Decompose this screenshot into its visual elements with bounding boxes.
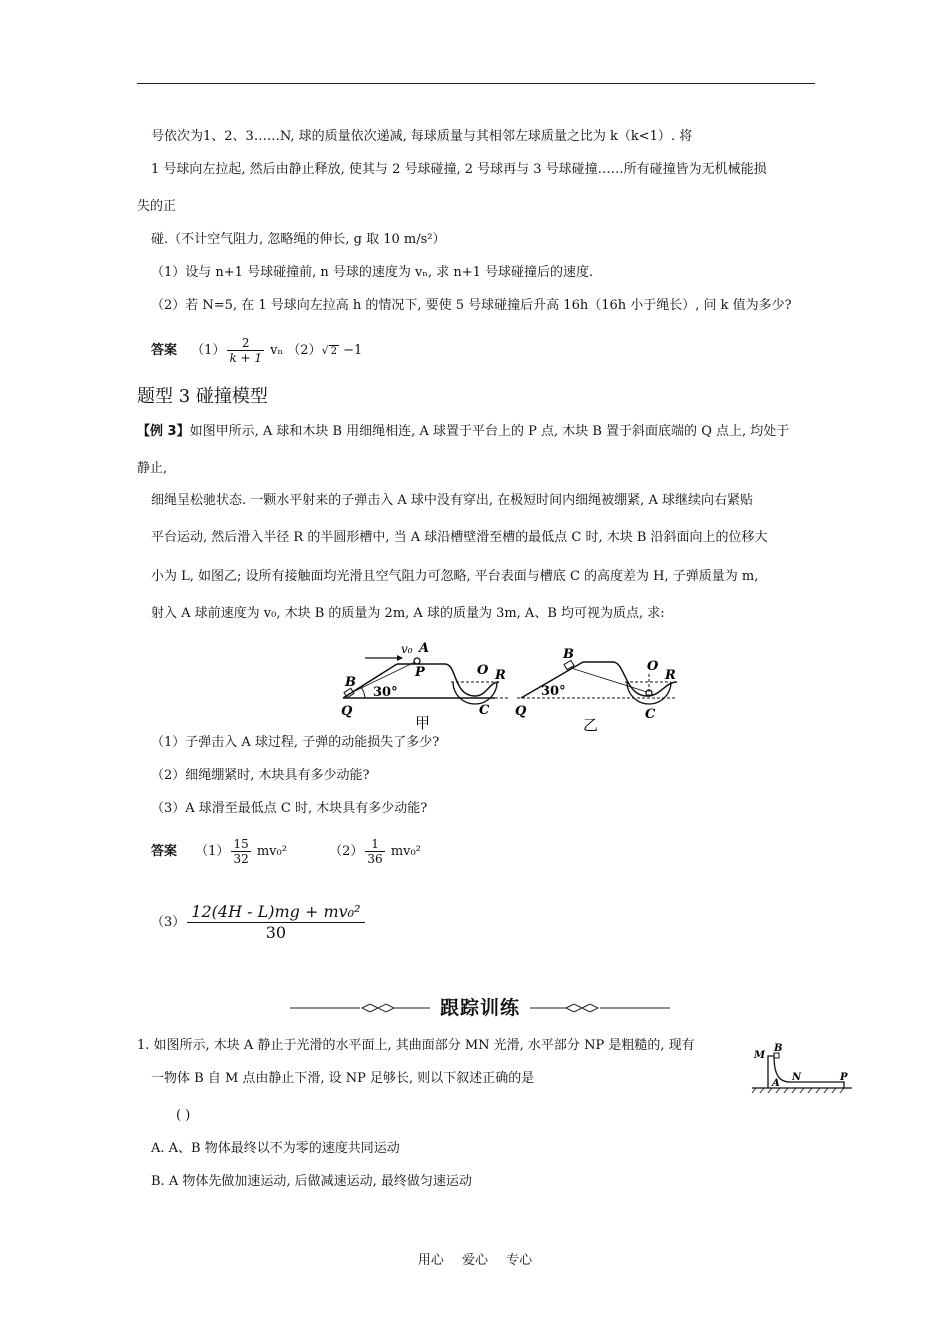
label-a: A xyxy=(419,641,430,656)
block-figure xyxy=(750,1040,855,1096)
label-r2: R xyxy=(665,668,676,683)
option-b: B. A 物体先做加速运动, 后做减速运动, 最终做匀速运动 xyxy=(151,1174,472,1189)
label-n: N xyxy=(792,1072,802,1083)
groove-path xyxy=(445,664,499,696)
example-line-4: 平台运动, 然后滑入半径 R 的半圆形槽中, 当 A 球沿槽壁滑至槽的最低点 C 时, 木块 B 沿斜面向上的位移大 xyxy=(151,530,768,545)
prev-line-3: 失的正 xyxy=(137,199,177,214)
example-question-3: （3）A 球滑至最低点 C 时, 木块具有多少动能? xyxy=(151,801,428,816)
fraction-numerator: 2 xyxy=(227,336,264,351)
prev-answer: 答案 （1） $\frac{2}{k + 1}$ vₙ （2）√ 2 −1 xyxy=(151,336,363,365)
answer-1-prefix: （1） xyxy=(195,844,230,859)
example-line-6: 射入 A 球前速度为 v₀, 木块 B 的质量为 2m, A 球的质量为 3m, A、B 均可视为质点, 求: xyxy=(151,606,665,621)
answer-1-tail: mv₀² xyxy=(256,844,287,859)
prev-question-1: （1）设与 n+1 号球碰撞前, n 号球的速度为 vₙ, 求 n+1 号球碰撞后的速度. xyxy=(151,265,594,280)
label-m: M xyxy=(754,1050,766,1061)
label-v0: v₀ xyxy=(401,642,413,656)
answer-label: 答案 xyxy=(151,844,178,859)
rope-b xyxy=(571,668,647,692)
label-angle: 30° xyxy=(373,685,398,700)
example-line-2: 静止, xyxy=(137,461,168,476)
angle-arc xyxy=(361,687,365,698)
label-o: O xyxy=(477,663,489,678)
example-question-2: （2）细绳绷紧时, 木块具有多少动能? xyxy=(151,768,370,783)
label-b: B xyxy=(345,675,356,690)
training-q1-line-1: 1. 如图所示, 木块 A 静止于光滑的水平面上, 其曲面部分 MN 光滑, 水平部分 NP 是粗糙的, 现有 xyxy=(137,1038,695,1053)
training-title: 跟踪训练 xyxy=(439,997,520,1019)
answer-parentheses: ( ) xyxy=(176,1108,191,1123)
section-title: 题型 3 碰撞模型 xyxy=(137,386,268,407)
sqrt-radicand: 2 xyxy=(330,346,337,357)
answer-2-fraction xyxy=(365,837,384,866)
answer-3-fraction xyxy=(187,902,364,943)
example-line-5: 小为 L, 如图乙; 设所有接触面均光滑且空气阻力可忽略, 平台表面与槽底 C 的高度差为 H, 子弹质量为 m, xyxy=(151,569,759,584)
training-q1-line-2: 一物体 B 自 M 点由静止下滑, 设 NP 足够长, 则以下叙述正确的是 xyxy=(151,1071,535,1086)
prev-answer-2-prefix: （2） xyxy=(287,343,322,358)
label-c: C xyxy=(479,703,490,718)
example-label: 【例 3】 xyxy=(137,424,190,439)
training-banner xyxy=(290,993,670,1023)
figure-b xyxy=(515,647,677,734)
floor-hatch xyxy=(752,1088,844,1093)
label-r: R xyxy=(495,668,506,683)
answer-2-prefix: （2） xyxy=(329,844,364,859)
label-a: A xyxy=(772,1078,780,1089)
page-footer: 用心 爱心 专心 xyxy=(417,1253,533,1268)
example-text-1: 如图甲所示, A 球和木块 B 用细绳相连, A 球置于平台上的 P 点, 木块 B 置于斜面底端的 Q 点上, 均处于 xyxy=(189,424,790,439)
fraction-denominator: 36 xyxy=(367,852,383,866)
label-angle2: 30° xyxy=(541,684,566,699)
answer-label: 答案 xyxy=(151,343,178,358)
example-question-1: （1）子弹击入 A 球过程, 子弹的动能损失了多少? xyxy=(151,735,440,750)
prev-question-2: （2）若 N=5, 在 1 号球向左拉高 h 的情况下, 要使 5 号球碰撞后升高 16h（16h 小于绳长）, 问 k 值为多少? xyxy=(151,298,792,313)
prev-answer-2-tail: −1 xyxy=(343,343,363,358)
fraction-denominator: 32 xyxy=(233,852,249,866)
label-q2: Q xyxy=(515,704,527,719)
fraction-denominator: 30 xyxy=(265,923,287,942)
prev-line-4: 碰.（不计空气阻力, 忽略绳的伸长, g 取 10 m/s²） xyxy=(151,232,446,247)
fraction-numerator: 12(4H - L)mg + mv₀² xyxy=(187,902,364,923)
prev-answer-1-tail: vₙ xyxy=(270,343,284,358)
fraction-numerator: 15 xyxy=(233,837,249,851)
label-o2: O xyxy=(647,659,659,674)
answer-3-prefix: （3） xyxy=(151,915,186,930)
label-c2: C xyxy=(645,707,656,722)
label-q: Q xyxy=(341,704,353,719)
answer-2-tail: mv₀² xyxy=(390,844,421,859)
prev-line-2: 1 号球向左拉起, 然后由静止释放, 使其与 2 号球碰撞, 2 号球再与 3 号球碰撞……所有碰撞皆为无机械能损 xyxy=(151,162,767,177)
caption-b: 乙 xyxy=(583,716,599,734)
label-p: P xyxy=(840,1072,848,1083)
example-line-1 xyxy=(137,424,789,440)
example-answer-row xyxy=(151,834,421,870)
fraction-numerator: 1 xyxy=(365,837,384,852)
header-rule xyxy=(137,83,815,84)
figure-a xyxy=(341,641,510,732)
prev-line-1: 号依次为1、2、3……N, 球的质量依次递减, 每球质量与其相邻左球质量之比为 k（k<1）. 将 xyxy=(151,129,693,144)
example-line-3: 细绳呈松驰状态. 一颗水平射来的子弹击入 A 球中没有穿出, 在极短时间内细绳被绷紧, A 球继续向右紧贴 xyxy=(151,493,753,508)
option-a: A. A、B 物体最终以不为零的速度共同运动 xyxy=(151,1141,400,1156)
prev-answer-1-prefix: （1） xyxy=(191,343,226,358)
fraction-denominator: k + 1 xyxy=(229,351,263,365)
collision-figure xyxy=(335,638,685,734)
label-p: P xyxy=(415,665,425,680)
ball-a xyxy=(414,658,420,664)
example-answer-3 xyxy=(151,902,367,944)
label-b2: B xyxy=(563,647,574,662)
prev-answer-1-fraction xyxy=(227,336,264,365)
answer-1-fraction xyxy=(231,837,250,866)
caption-a: 甲 xyxy=(415,714,431,732)
label-b: B xyxy=(774,1043,783,1054)
